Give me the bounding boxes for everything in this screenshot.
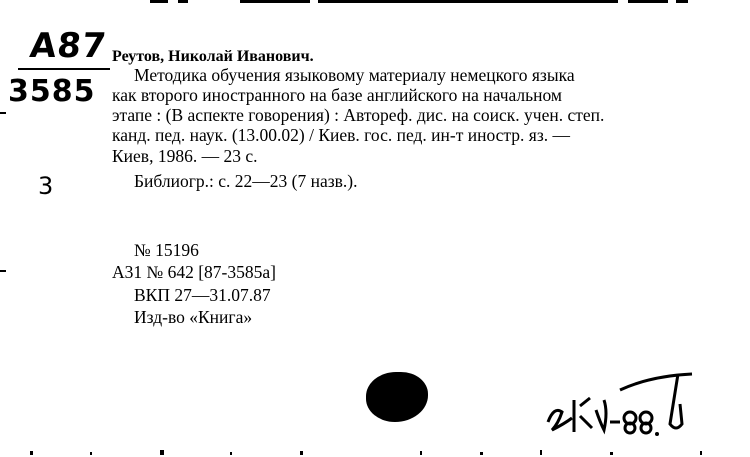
handwritten-signature [540,360,700,445]
bottom-scan-noise [0,443,750,457]
handwritten-number: 3585 [8,74,96,109]
publisher: Изд-во «Книга» [134,307,253,327]
accession-number: А31 № 642 [87-3585а] [112,262,276,282]
title-line: как второго иностранного на базе английского на начальном [112,85,563,105]
margin-mark [0,112,6,114]
record-number: № 15196 [134,240,199,260]
shelf-code-underline [18,68,110,70]
bibliography-note: Библиогр.: с. 22—23 (7 назв.). [134,171,358,191]
handwritten-shelf-code: A87 [27,26,109,66]
margin-mark [0,270,6,272]
title-line: канд. пед. наук. (13.00.02) / Киев. гос. пед. ин-т иностр. яз. — [112,125,570,145]
author-name: Реутов, Николай Иванович. [112,48,314,65]
title-line: этапе : (В аспекте говорения) : Автореф. дис. на соиск. учен. степ. [112,105,605,125]
title-line: Методика обучения языковому материалу немецкого языка [134,65,575,85]
top-border [0,0,750,5]
ink-blot [366,372,428,422]
vkp-code: ВКП 27—31.07.87 [134,285,271,305]
handwritten-mark: 3 [38,172,54,200]
title-line: Киев, 1986. — 23 с. [112,146,258,166]
